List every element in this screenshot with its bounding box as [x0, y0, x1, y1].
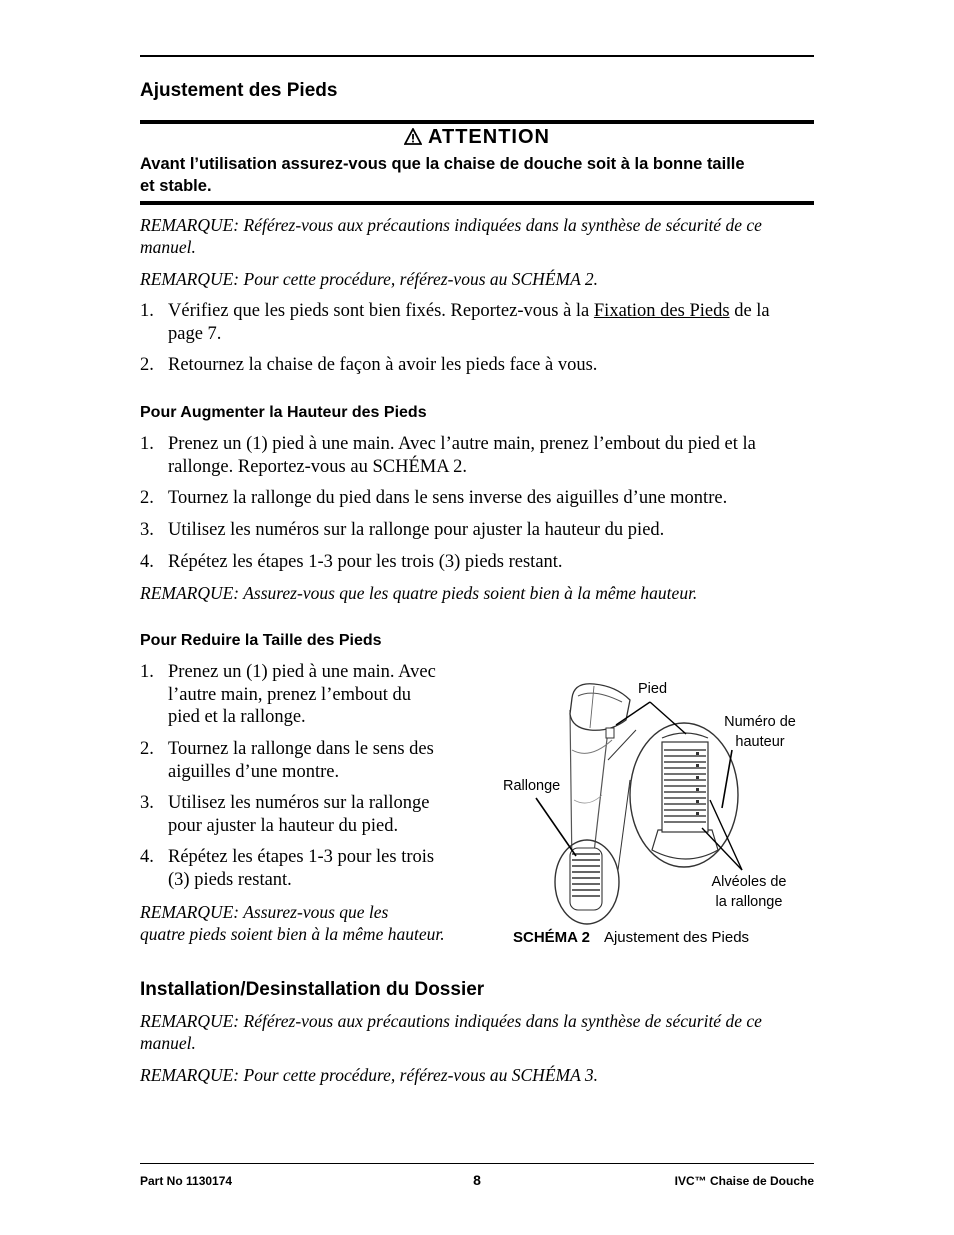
list-item: 2. Retournez la chaise de façon à avoir les pieds face à vous. [140, 355, 598, 375]
label-alveoles: Alvéoles de la rallonge [711, 874, 787, 910]
list-item: 4. Répétez les étapes 1-3 pour les trois (3) pieds restant. [140, 847, 435, 890]
list-item: 2. Tournez la rallonge du pied dans le sens inverse des aiguilles d’une montre. [140, 488, 728, 508]
note-schema3: REMARQUE: Pour cette procédure, référez-vous au SCHÉMA 3. [140, 1065, 598, 1085]
top-rule [140, 55, 814, 57]
figure-caption: SCHÉMA 2 Ajustement des Pieds [513, 929, 750, 946]
note-same-height-2: REMARQUE: Assurez-vous que les quatre pieds soient bien à la même hauteur. [140, 902, 445, 944]
warning-top-rule [140, 120, 814, 124]
note-same-height: REMARQUE: Assurez-vous que les quatre pieds soient bien à la même hauteur. [140, 583, 698, 603]
list-item: 1. Prenez un (1) pied à une main. Avec l’autre main, prenez l’embout du pied et la rallonge. Reportez-vous au SCHÉMA 2. [140, 434, 756, 477]
warning-title: ATTENTION [0, 126, 954, 151]
list-item: 3. Utilisez les numéros sur la rallonge pour ajuster la hauteur du pied. [140, 793, 430, 836]
warning-text: Avant l’utilisation assurez-vous que la chaise de douche soit à la bonne taille et stable. [140, 155, 745, 195]
warning-triangle-icon [404, 128, 422, 151]
list-item: 1. Vérifiez que les pieds sont bien fixés. Reportez-vous à la Fixation des Pieds de la page 7. [140, 301, 770, 344]
footer-rule [140, 1163, 814, 1164]
list-item: 2. Tournez la rallonge dans le sens des aiguilles d’une montre. [140, 739, 434, 782]
note-safety: REMARQUE: Référez-vous aux précautions indiquées dans la synthèse de sécurité de ce manuel. [140, 215, 762, 257]
page-number: 8 [473, 1172, 481, 1188]
list-item: 3. Utilisez les numéros sur la rallonge pour ajuster la hauteur du pied. [140, 520, 665, 540]
footer-product: IVC™ Chaise de Douche [674, 1174, 814, 1188]
section-heading-ajustement: Ajustement des Pieds [140, 80, 338, 101]
subheading-augmenter: Pour Augmenter la Hauteur des Pieds [140, 404, 427, 421]
note-schema2: REMARQUE: Pour cette procédure, référez-vous au SCHÉMA 2. [140, 269, 598, 289]
fixation-des-pieds-link[interactable]: Fixation des Pieds [593, 301, 730, 321]
label-numero-hauteur: Numéro de hauteur [724, 714, 796, 750]
footer-part-number: Part No 1130174 [140, 1174, 233, 1188]
section-heading-dossier: Installation/Desinstallation du Dossier [140, 979, 485, 1000]
warning-bottom-rule [140, 201, 814, 205]
label-rallonge: Rallonge [503, 778, 561, 794]
list-item: 1. Prenez un (1) pied à une main. Avec l’autre main, prenez l’embout du pied et la rallonge. [140, 662, 436, 727]
note-safety-2: REMARQUE: Référez-vous aux précautions indiquées dans la synthèse de sécurité de ce manuel. [140, 1011, 762, 1053]
list-item: 4. Répétez les étapes 1-3 pour les trois (3) pieds restant. [140, 552, 563, 572]
label-pied: Pied [638, 681, 668, 697]
subheading-reduire: Pour Reduire la Taille des Pieds [140, 632, 382, 649]
